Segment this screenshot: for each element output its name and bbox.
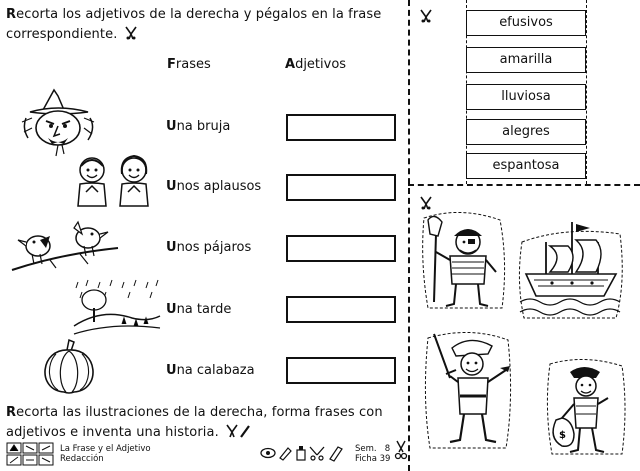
rainy-landscape-illustration bbox=[72, 278, 162, 338]
kids-clapping-illustration bbox=[72, 152, 162, 208]
footer-sem-ficha: Sem. 8 Ficha 39 bbox=[355, 444, 391, 464]
adjective-card-amarilla[interactable]: amarilla bbox=[466, 47, 586, 73]
frases-header: Frases bbox=[167, 57, 211, 72]
eye-icon bbox=[261, 449, 275, 458]
instruction-initial: R bbox=[6, 7, 17, 22]
pirate-ship-illustration bbox=[516, 212, 626, 322]
scissors-icon bbox=[419, 196, 433, 210]
instruction-text: ecorta las ilustraciones de la derecha, forma frases con bbox=[16, 405, 383, 420]
scissors-icon bbox=[394, 440, 408, 460]
answer-box-1[interactable] bbox=[286, 114, 396, 141]
instruction-text-line2: adjetivos e inventa una historia. bbox=[6, 425, 219, 440]
footer-icons bbox=[6, 442, 56, 466]
pencil-icon bbox=[280, 448, 291, 460]
adjective-card-lluviosa[interactable]: lluviosa bbox=[466, 84, 586, 110]
phrase-bruja: Una bruja bbox=[166, 119, 231, 134]
birds-illustration bbox=[10, 218, 120, 278]
glue-icon bbox=[297, 446, 305, 460]
answer-box-3[interactable] bbox=[286, 235, 396, 262]
scissors-icon bbox=[310, 447, 324, 460]
horizontal-cut-line bbox=[408, 184, 640, 186]
instruction-text-line2: correspondiente. bbox=[6, 27, 118, 42]
instruction-text: ecorta los adjetivos de la derecha y pégalos en la frase bbox=[16, 7, 382, 22]
answer-box-4[interactable] bbox=[286, 296, 396, 323]
adjective-strip-right-cut bbox=[586, 0, 587, 184]
answer-box-5[interactable] bbox=[286, 357, 396, 384]
scissors-pencil-icons bbox=[225, 424, 251, 438]
phrase-aplausos: Unos aplausos bbox=[166, 179, 262, 194]
footer-title: La Frase y el Adjetivo Redacción bbox=[60, 444, 151, 464]
phrase-tarde: Una tarde bbox=[166, 302, 232, 317]
adjetivos-header: Adjetivos bbox=[285, 57, 347, 72]
witch-illustration bbox=[18, 88, 98, 158]
scissors-icon bbox=[419, 9, 433, 23]
crayon-icon bbox=[330, 447, 342, 461]
pirate-shovel-illustration bbox=[420, 212, 510, 312]
pirate-bag-illustration bbox=[544, 358, 629, 458]
pumpkin-illustration bbox=[34, 338, 104, 396]
vertical-cut-line bbox=[408, 0, 410, 471]
top-instruction bbox=[6, 6, 406, 44]
svg-text:$: $ bbox=[559, 430, 566, 441]
activity-icons bbox=[260, 445, 346, 461]
answer-box-2[interactable] bbox=[286, 174, 396, 201]
phrase-calabaza: Una calabaza bbox=[166, 363, 255, 378]
phrase-pajaros: Unos pájaros bbox=[166, 240, 252, 255]
adjective-card-espantosa[interactable]: espantosa bbox=[466, 153, 586, 179]
adjective-card-efusivos[interactable]: efusivos bbox=[466, 10, 586, 36]
scissors-hand-icon bbox=[124, 26, 138, 40]
bottom-instruction bbox=[6, 404, 406, 442]
instruction-initial: R bbox=[6, 405, 17, 420]
pirate-sword-illustration bbox=[420, 328, 515, 453]
adjective-card-alegres[interactable]: alegres bbox=[466, 119, 586, 145]
